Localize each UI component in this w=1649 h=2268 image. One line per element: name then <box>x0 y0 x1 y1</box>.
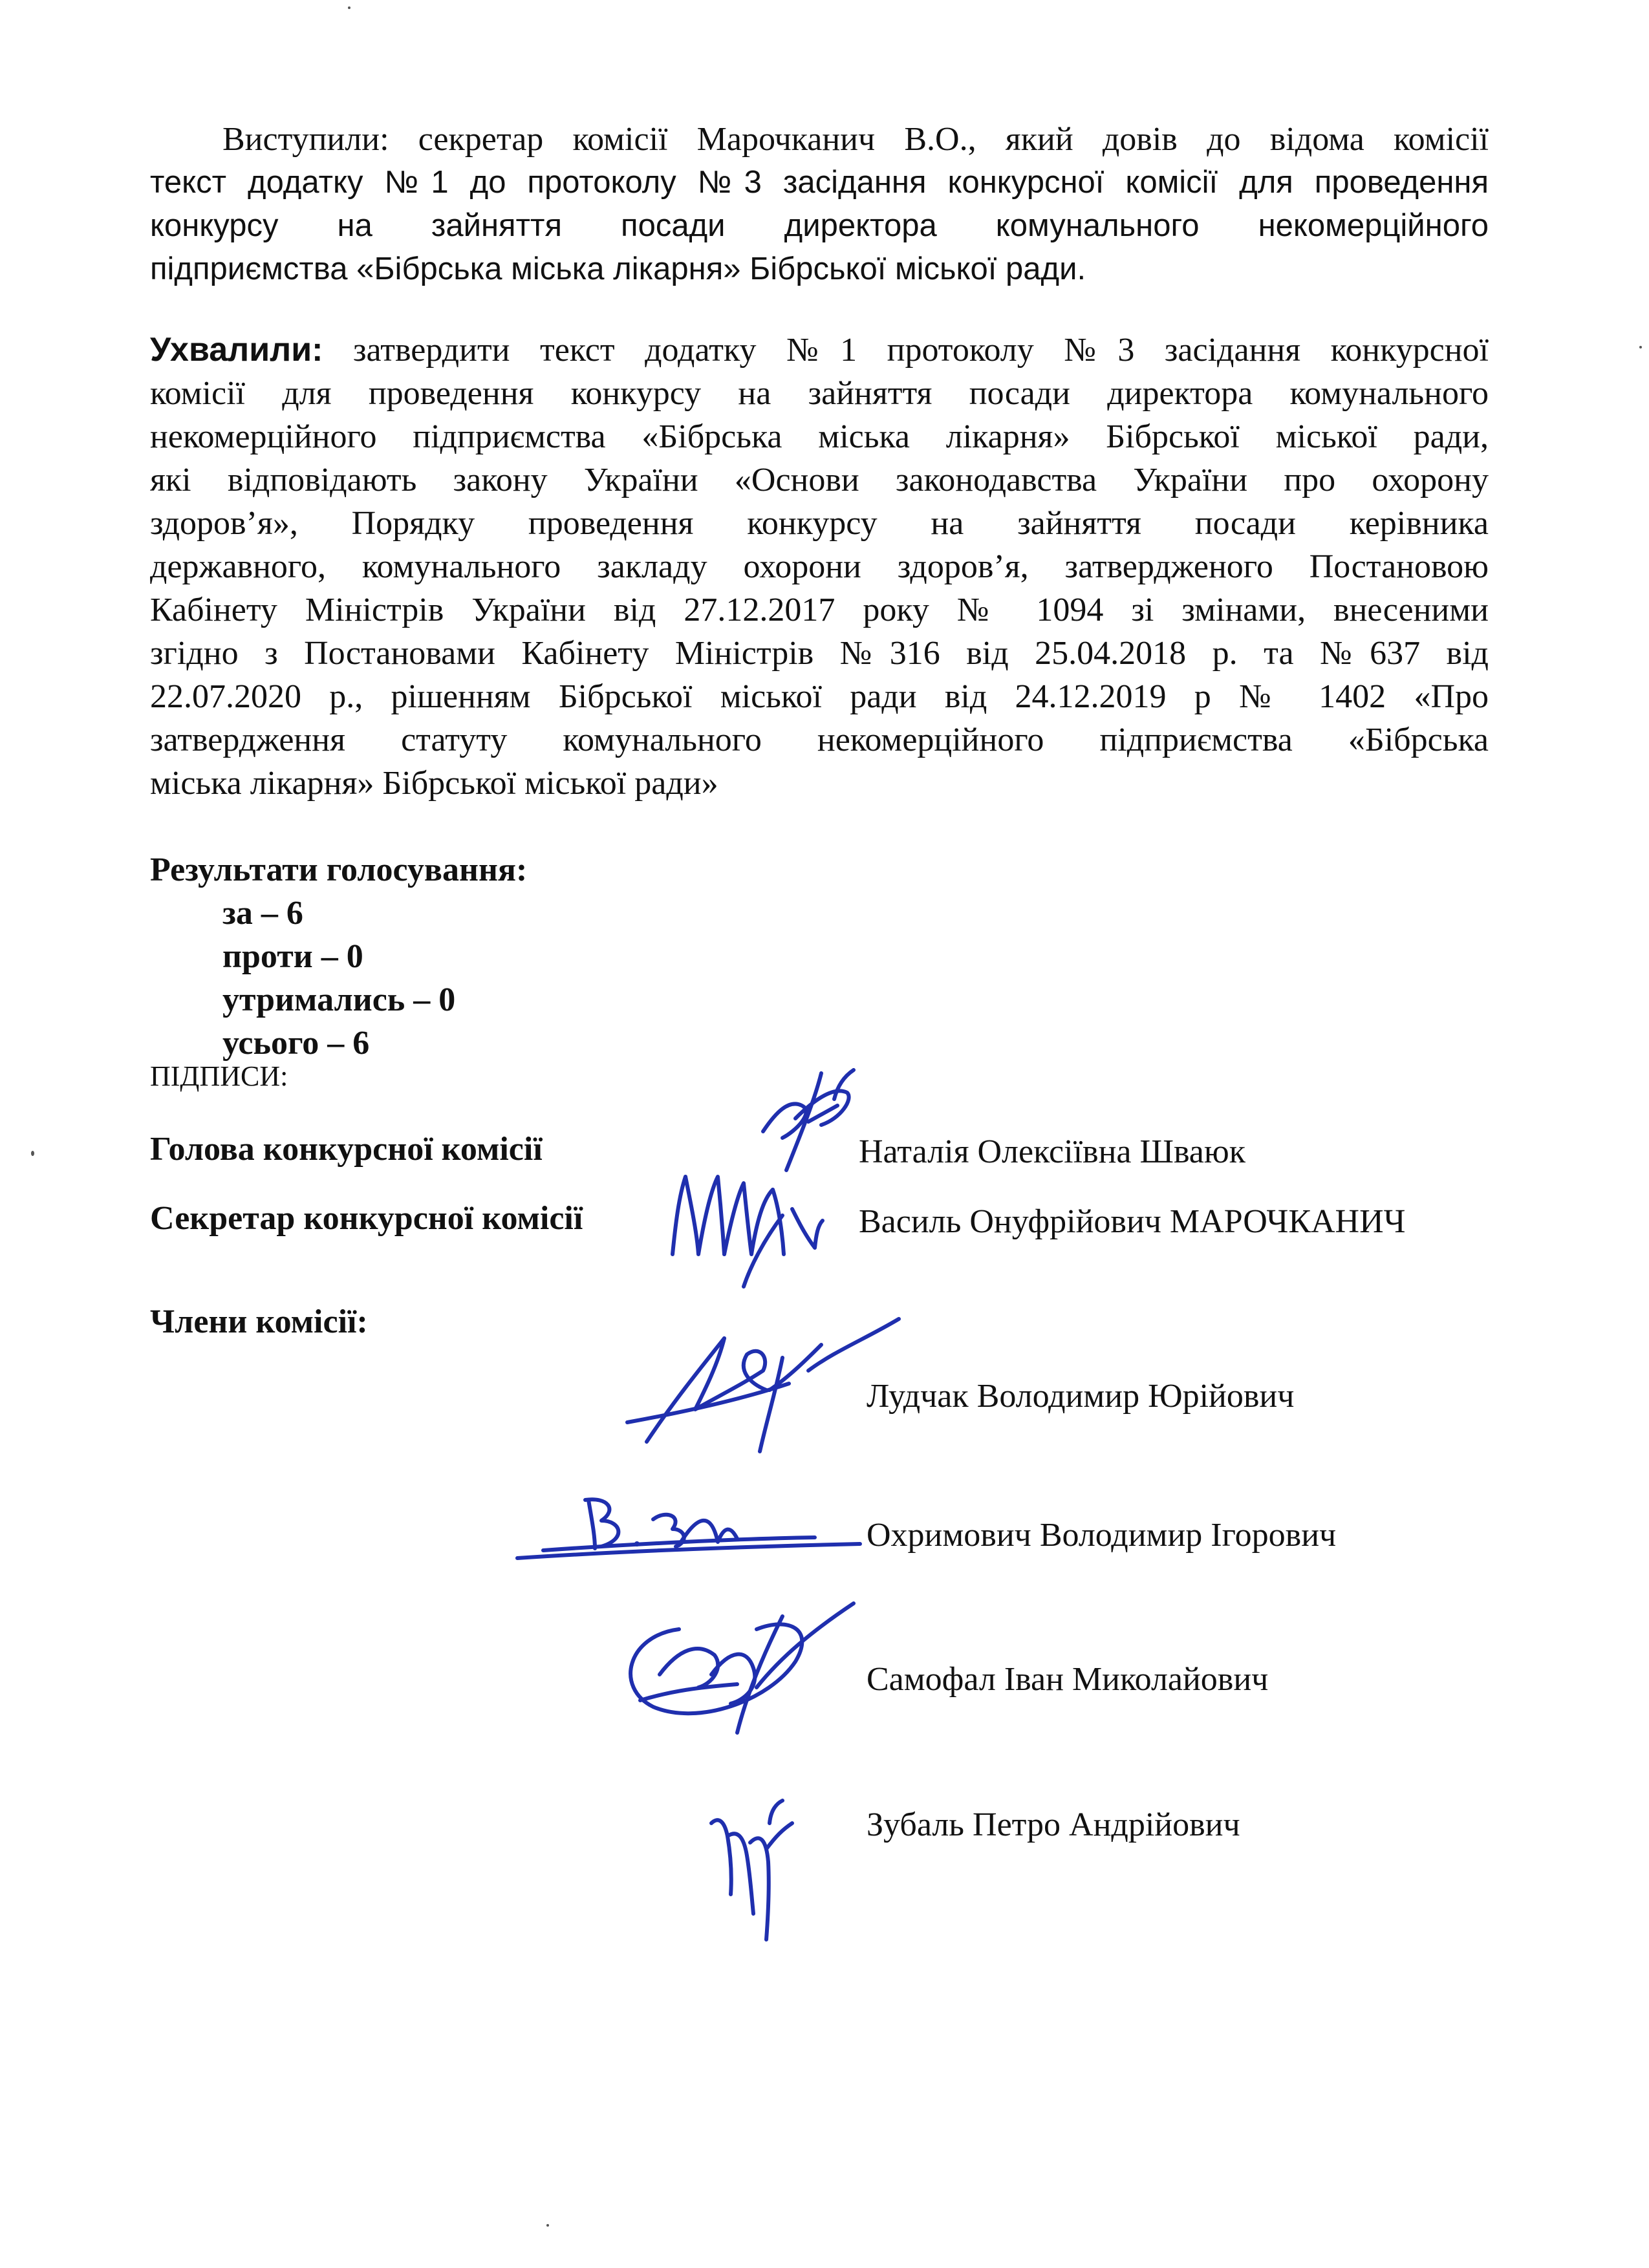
scan-speck <box>1639 346 1642 348</box>
paragraph-line: згідно з Постановами Кабінету Міністрів №316 від 25.04.2018 р. та №637 від <box>150 635 1489 672</box>
secretary-signature-icon <box>647 1138 854 1293</box>
scan-speck <box>31 1151 34 1156</box>
paragraph-line: державного, комунального закладу охорони здоров’я, затвердженого Постановою <box>150 548 1489 585</box>
secretary-role: Секретар конкурсної комісії <box>150 1200 583 1237</box>
voting-results <box>150 848 527 1065</box>
scan-speck <box>348 6 350 9</box>
member-signature-icon <box>504 1474 867 1571</box>
paragraph-line: 22.07.2020 р., рішенням Бібрської міської ради від 24.12.2019 р № 1402 «Про <box>150 678 1489 715</box>
vote-against: проти – 0 <box>222 938 363 975</box>
member-name: Самофал Іван Миколайович <box>867 1661 1269 1698</box>
resolution-paragraph <box>150 328 1489 805</box>
paragraph-line: комісії для проведення конкурсу на зайняття посади директора комунального <box>150 375 1489 412</box>
paragraph-line: міська лікарня» Бібрської міської ради» <box>150 765 718 802</box>
paragraph-line: Кабінету Міністрів України від 27.12.2017 року № 1094 зі змінами, внесеними <box>150 592 1489 628</box>
member-name: Лудчак Володимир Юрійович <box>867 1378 1295 1415</box>
resolution-lead: Ухвалили: <box>150 331 323 369</box>
secretary-name: Василь Онуфрійович МАРОЧКАНИЧ <box>859 1203 1406 1240</box>
paragraph-line: які відповідають закону України «Основи законодавства України про охорону <box>150 462 1489 498</box>
voting-heading: Результати голосування: <box>150 851 528 888</box>
paragraph-line: підприємства «Бібрська міська лікарня» Бібрської міської ради. <box>150 251 1086 286</box>
paragraph-line: некомерційного підприємства «Бібрська міська лікарня» Бібрської міської ради, <box>150 418 1489 455</box>
members-label: Члени комісії: <box>150 1303 368 1340</box>
paragraph-line <box>150 328 1489 372</box>
member-name: Охримович Володимир Ігорович <box>867 1517 1337 1554</box>
vote-for: за – 6 <box>222 895 303 932</box>
paragraph-line: затвердження статуту комунального некомерційного підприємства «Бібрська <box>150 722 1489 758</box>
member-name: Зубаль Петро Андрійович <box>867 1806 1240 1843</box>
member-signature-icon <box>692 1784 821 1952</box>
paragraph-line: текст додатку №1 до протоколу №3 засідання конкурсної комісії для проведення <box>150 165 1489 200</box>
signatures-label: ПІДПИСИ: <box>150 1060 288 1092</box>
paragraph-line: конкурсу на зайняття посади директора комунального некомерційного <box>150 208 1489 243</box>
paragraph-line: Виступили: секретар комісії Марочканич В.О., який довів до відома комісії <box>222 121 1489 158</box>
chair-name: Наталія Олексіївна Шваюк <box>859 1133 1245 1170</box>
chair-role: Голова конкурсної комісії <box>150 1131 543 1168</box>
paragraph-line: здоров’я», Порядку проведення конкурсу на зайняття посади керівника <box>150 505 1489 542</box>
scan-speck <box>546 2224 549 2227</box>
speech-paragraph <box>150 118 1489 291</box>
member-signature-icon <box>601 1578 873 1746</box>
resolution-first-line: затвердити текст додатку №1 протоколу №3 засідання конкурсної <box>323 332 1489 369</box>
member-signature-icon <box>621 1293 925 1461</box>
vote-total: усього – 6 <box>222 1025 370 1062</box>
vote-abstained: утримались – 0 <box>222 981 456 1018</box>
